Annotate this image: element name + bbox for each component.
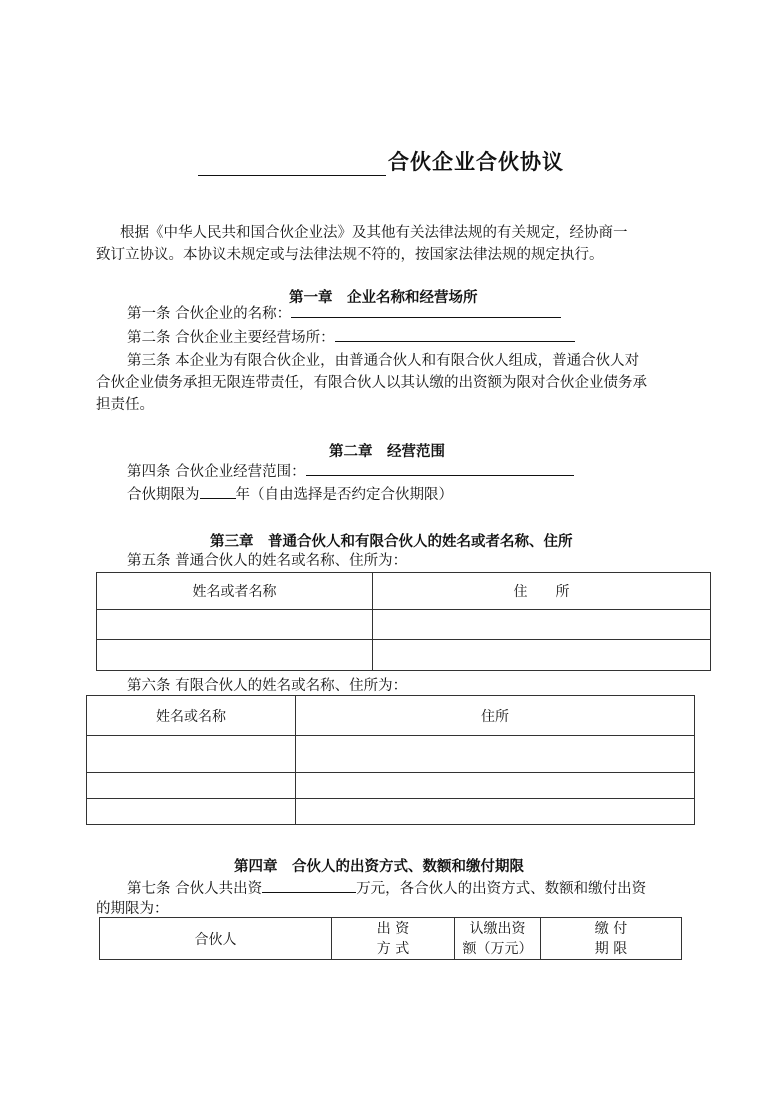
capital-contribution-table xyxy=(99,917,682,960)
header-contribution-method xyxy=(332,918,455,960)
business-place-blank[interactable] xyxy=(335,326,575,342)
table-row xyxy=(87,799,695,825)
article-7-suffix: 万元，各合伙人的出资方式、数额和缴付出资 xyxy=(356,881,647,897)
header-address: 住所 xyxy=(296,696,695,736)
table-row xyxy=(97,640,711,671)
article-7-line-1 xyxy=(127,877,646,900)
article-4-label: 第四条 合伙企业经营范围： xyxy=(127,464,306,480)
table-cell[interactable] xyxy=(87,736,296,773)
company-name-blank[interactable] xyxy=(291,302,561,318)
article-4 xyxy=(127,460,574,483)
article-7-prefix: 第七条 合伙人共出资 xyxy=(127,881,263,897)
table-header-row xyxy=(100,918,682,960)
article-6: 第六条 有限合伙人的姓名或名称、住所为： xyxy=(127,678,408,694)
article-3-line-1: 第三条 本企业为有限合伙企业，由普通合伙人和有限合伙人组成，普通合伙人对 xyxy=(127,353,640,369)
table-header-row xyxy=(87,696,695,736)
table-cell[interactable] xyxy=(296,773,695,799)
table-header-row xyxy=(97,573,711,610)
title-blank-line xyxy=(198,153,386,176)
table-cell[interactable] xyxy=(373,640,711,671)
article-5: 第五条 普通合伙人的姓名或名称、住所为： xyxy=(127,553,408,569)
preamble-line-2: 致订立协议。本协议未规定或与法律法规不符的，按国家法律法规的规定执行。 xyxy=(96,247,604,263)
header-method-line-2: 方 式 xyxy=(376,940,410,957)
table-cell[interactable] xyxy=(97,610,373,640)
table-cell[interactable] xyxy=(373,610,711,640)
table-cell[interactable] xyxy=(97,640,373,671)
article-1 xyxy=(127,302,561,325)
article-7-line-2: 的期限为： xyxy=(96,901,169,917)
document-title xyxy=(198,146,618,176)
header-amount-line-1: 认缴出资 xyxy=(469,920,526,937)
limited-partners-table xyxy=(86,695,695,825)
chapter-1-heading: 第一章 企业名称和经营场所 xyxy=(289,290,478,306)
partnership-term xyxy=(127,483,453,506)
header-name: 姓名或名称 xyxy=(87,696,296,736)
business-scope-blank[interactable] xyxy=(306,460,574,476)
general-partners-table xyxy=(96,572,711,671)
header-period-line-1: 缴 付 xyxy=(594,920,628,937)
header-payment-period xyxy=(541,918,682,960)
header-subscribed-amount xyxy=(455,918,541,960)
article-3-line-2: 合伙企业债务承担无限连带责任，有限合伙人以其认缴的出资额为限对合伙企业债务承 xyxy=(96,375,647,391)
term-years-blank[interactable] xyxy=(200,483,236,499)
article-3-line-3: 担责任。 xyxy=(96,397,154,413)
header-amount-line-2: 额（万元） xyxy=(462,940,533,957)
table-cell[interactable] xyxy=(87,773,296,799)
header-name: 姓名或者名称 xyxy=(97,573,373,610)
term-suffix: 年（自由选择是否约定合伙期限） xyxy=(235,487,453,503)
chapter-2-heading: 第二章 经营范围 xyxy=(329,444,445,460)
table-row xyxy=(87,773,695,799)
article-2-label: 第二条 合伙企业主要经营场所： xyxy=(127,330,335,346)
table-cell[interactable] xyxy=(87,799,296,825)
table-row xyxy=(97,610,711,640)
table-cell[interactable] xyxy=(296,736,695,773)
header-partner: 合伙人 xyxy=(100,918,332,960)
header-period-line-2: 期 限 xyxy=(594,940,628,957)
chapter-3-heading: 第三章 普通合伙人和有限合伙人的姓名或者名称、住所 xyxy=(210,534,573,550)
table-row xyxy=(87,736,695,773)
title-text: 合伙企业合伙协议 xyxy=(388,150,564,174)
header-address: 住 所 xyxy=(373,573,711,610)
total-capital-blank[interactable] xyxy=(262,877,356,893)
article-1-label: 第一条 合伙企业的名称： xyxy=(127,306,292,322)
chapter-4-heading: 第四章 合伙人的出资方式、数额和缴付期限 xyxy=(234,859,524,875)
table-cell[interactable] xyxy=(296,799,695,825)
preamble-line-1: 根据《中华人民共和国合伙企业法》及其他有关法律法规的有关规定，经协商一 xyxy=(120,225,628,241)
article-2 xyxy=(127,326,575,349)
term-prefix: 合伙期限为 xyxy=(127,487,200,503)
header-method-line-1: 出 资 xyxy=(376,920,410,937)
